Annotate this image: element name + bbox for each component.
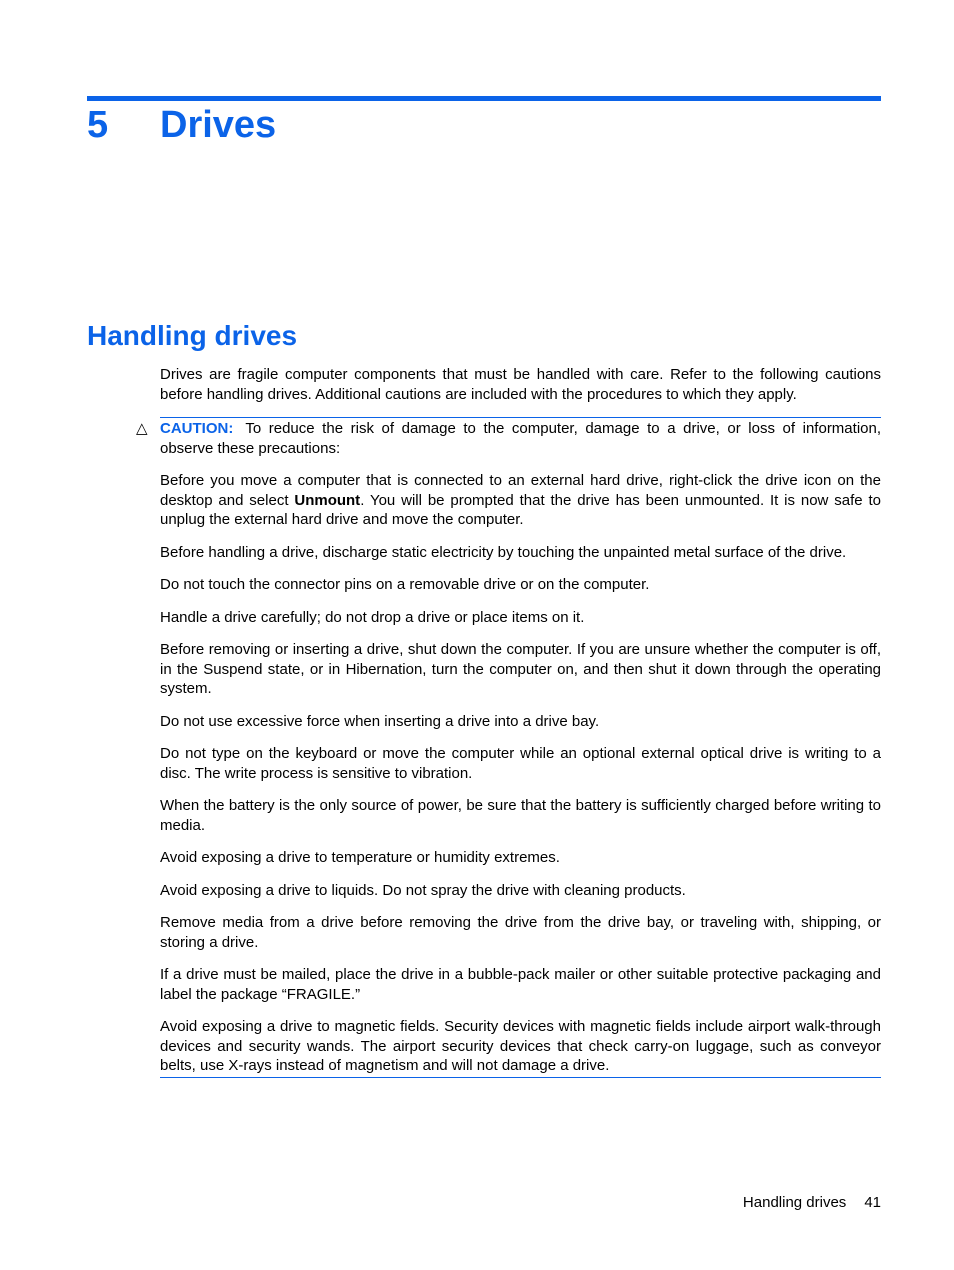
caution-item-unmount	[160, 471, 881, 530]
caution-item: Remove media from a drive before removing the drive from the drive bay, or traveling with, shipping, or storing a drive.	[160, 914, 881, 951]
caution-item: Do not use excessive force when inserting a drive into a drive bay.	[160, 712, 600, 730]
caution-item: Before handling a drive, discharge static electricity by touching the unpainted metal surface of the drive.	[160, 543, 847, 561]
intro-paragraph: Drives are fragile computer components that must be handled with care. Refer to the following cautions before handling drives. Additional cautions are included with the procedures to which they apply.	[160, 366, 881, 403]
footer-section-title: Handling drives	[742, 1194, 847, 1211]
caution-label: CAUTION:	[160, 420, 234, 437]
caution-lead	[160, 419, 881, 458]
caution-item: Avoid exposing a drive to liquids. Do not spray the drive with cleaning products.	[160, 881, 686, 899]
caution-item: If a drive must be mailed, place the drive in a bubble-pack mailer or other suitable protective packaging and label the package “FRAGILE.”	[160, 966, 881, 1003]
chapter-rule	[87, 96, 881, 101]
section-title: Handling drives	[87, 320, 298, 351]
caution-unmount-after: . You will be prompted that the drive has been unmounted. It is now safe to unplug the external hard drive and move the computer.	[160, 491, 881, 528]
caution-item: Avoid exposing a drive to temperature or humidity extremes.	[160, 849, 560, 866]
caution-item: Do not touch the connector pins on a removable drive or on the computer.	[160, 576, 650, 593]
chapter-heading	[87, 102, 276, 148]
caution-item: Before removing or inserting a drive, shut down the computer. If you are unsure whether the computer is off, in the Suspend state, or in Hibernation, turn the computer on, and then shut it down through the operating system.	[160, 641, 881, 697]
caution-box	[136, 417, 881, 1078]
warning-triangle-icon: △	[136, 420, 148, 437]
caution-lead-text: To reduce the risk of damage to the computer, damage to a drive, or loss of information, observe these precautions:	[160, 420, 881, 457]
caution-item: Avoid exposing a drive to magnetic fields. Security devices with magnetic fields include airport walk-through devices and security wands. The airport security devices that check carry-on luggage, such as conveyor belts, use X-rays instead of magnetism and will not damage a drive.	[160, 1018, 881, 1074]
chapter-title: Drives	[160, 104, 277, 146]
caution-item: When the battery is the only source of power, be sure that the battery is sufficiently charged before writing to media.	[160, 797, 881, 834]
caution-item: Do not type on the keyboard or move the computer while an optional external optical drive is writing to a disc. The write process is sensitive to vibration.	[160, 745, 881, 782]
caution-unmount-before: Before you move a computer that is connected to an external hard drive, right-click the drive icon on the desktop and select	[160, 472, 881, 509]
page-footer	[743, 1193, 881, 1212]
chapter-number: 5	[87, 104, 109, 146]
page-number: 41	[864, 1194, 881, 1211]
caution-item: Handle a drive carefully; do not drop a drive or place items on it.	[160, 608, 585, 626]
unmount-command: Unmount	[294, 491, 361, 509]
